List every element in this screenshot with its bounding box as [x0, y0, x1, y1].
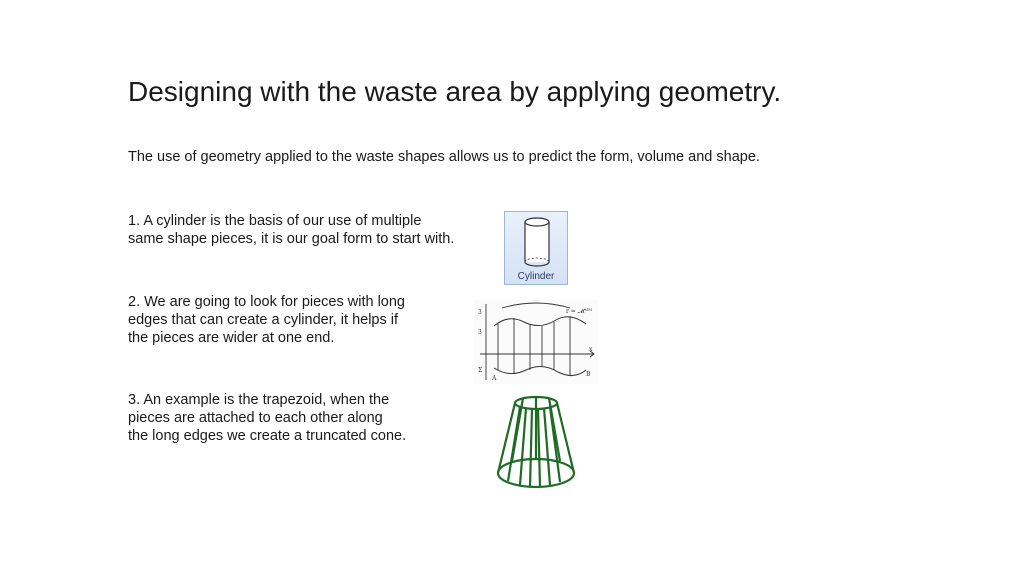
step-2-text [128, 293, 488, 347]
cylinder-figure [504, 211, 568, 285]
truncated-cone-wireframe [494, 393, 578, 497]
step-2-line-1: 2. We are going to look for pieces with long [128, 294, 406, 310]
step-3-line-3: the long edges we create a truncated cone. [128, 428, 407, 444]
step-1-text [128, 212, 488, 248]
radius-annotation: r = 𝓜ᴹᴹ [566, 308, 593, 315]
step-2-line-3: the pieces are wider at one end. [128, 330, 335, 346]
step-3-text [128, 391, 488, 445]
unrolled-cylinder-diagram [474, 300, 598, 384]
point-b-label: B [586, 371, 591, 378]
step-3-line-1: 3. An example is the trapezoid, when the [128, 392, 390, 408]
step-2-line-2: edges that can create a cylinder, it helps if [128, 312, 399, 328]
step-3-line-2: pieces are attached to each other along [128, 410, 383, 426]
cylinder-icon [519, 216, 555, 268]
point-a-label: A [492, 375, 497, 382]
axis-label-top: 3 [478, 309, 482, 316]
truncated-cone-figure [494, 393, 578, 497]
x-axis-label: x [589, 346, 593, 353]
axis-label-mid: 3 [478, 329, 482, 336]
cylinder-caption: Cylinder [517, 271, 555, 282]
axis-label-low: Σ [478, 367, 483, 374]
unrolled-cylinder-figure [474, 300, 598, 384]
slide-title: Designing with the waste area by applying geometry. [128, 76, 782, 107]
intro-text: The use of geometry applied to the waste shapes allows us to predict the form, volume and shape. [128, 149, 760, 165]
step-1-line-2: same shape pieces, it is our goal form to start with. [128, 231, 455, 247]
step-1-line-1: 1. A cylinder is the basis of our use of multiple [128, 213, 422, 229]
